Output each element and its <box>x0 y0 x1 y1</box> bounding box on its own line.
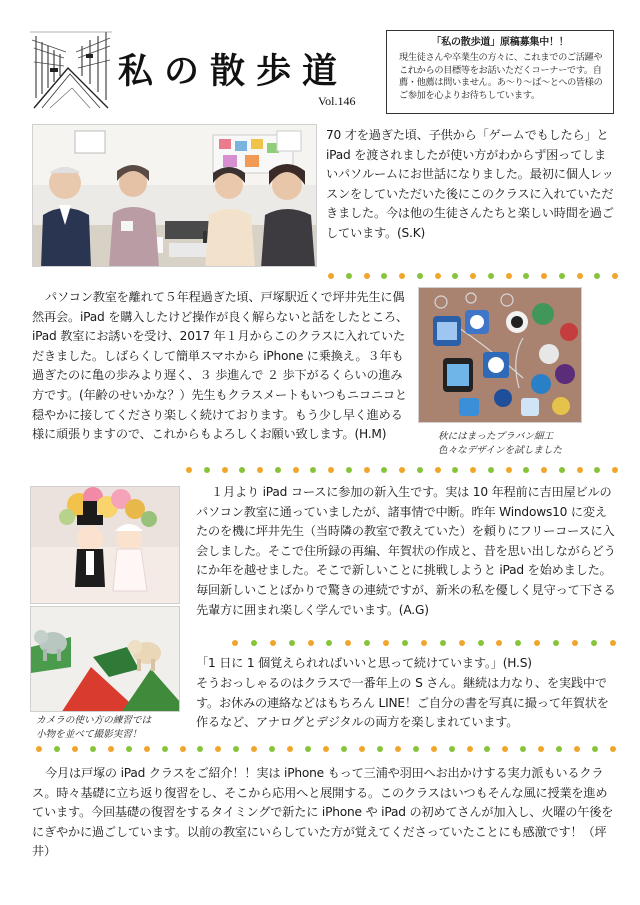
closing-article: 今月は戸塚の iPad クラスをご紹介！！実は iPhone もって三浦や羽田へお出かけする実力派もいるクラス。時々基礎に立ち返り復習をし、そこから応用へと展開する。このクラスはいつもそんな風に授業を進めています。今回基礎の復習をするタイミングで新たに iPhone や iPad の初めてさんが加入し、火曜の午後をにぎやかに過ごしています。以前の教室にいらしていた方が覚えてくださっていたことにも感激です！（坪井） <box>32 766 614 859</box>
caption-keychains: 秋にはまったプラバン細工 色々なデザインを試しました <box>438 431 563 456</box>
divider-dots-2 <box>186 465 618 475</box>
divider-dots-3 <box>232 638 616 648</box>
divider-dots-1 <box>328 271 618 281</box>
article-hs-body: そうおっしゃるのはクラスで一番年上の S さん。継続は力なり、を実践中です。お休みの連絡などはもちろん LINE！ご自分の書を写真に撮って年賀状を作るなど、アナログとデジタルの両方を楽しまれています。 <box>196 676 609 730</box>
keychain-photo <box>418 287 582 423</box>
notice-body: 現生徒さんや卒業生の方々に、これまでのご活躍やこれからの目標等をお話いただくコーナーです。自薦・他薦は問いません。あ～り～ば～とへの皆様のご参加を心よりお待ちしています。 <box>399 52 603 101</box>
class-photo <box>32 124 317 267</box>
page-title: 私の散歩道 <box>118 51 349 92</box>
elephant-figures-photo <box>30 606 180 712</box>
notice-box <box>386 30 614 114</box>
masthead <box>30 28 370 112</box>
street-sketch-illustration <box>30 28 112 112</box>
article-sk: 70 才を過ぎた頃、子供から「ゲームでもしたら」と iPad を渡されましたが使い方がわからず困ってしまいパソルームにお世話になりました。最初に個人レッスンをしていただいた後にこのクラスに入れていただきました。今は他の生徒さんたちと楽しい時間を過ごしています。(S.K) <box>326 128 614 240</box>
article-ag: １月より iPad コースに参加の新入生です。実は 10 年程前に吉田屋ビルのパソコン教室に通っていましたが、諸事情で中断。昨年 Windows10 に変えたのを機に坪井先生（当時隣の教室で教えていた）を頼りにフリーコースに入会しました。そこで住所録の再編、年賀状の作成と、昔を思い出しながらどうにか年を越せました。そこで新しいことに挑戦しようと iPad を始めました。毎回新しいことばかりで驚きの連続ですが、新米の私を優しく見守って下さる先輩方に囲まれ楽しく学んでいます。(A.G) <box>196 485 616 617</box>
article-hm: パソコン教室を離れて５年程過ぎた頃、戸塚駅近くで坪井先生に偶然再会。iPad を購入したけど操作が良く解らないと話をしたところ、iPad 教室にお誘いを受け、2017 年１月からこのクラスに入れていただきました。しばらくして簡単スマホから iPhone に乗換え。３年も過ぎたのに亀の歩みより遅く、３ 歩進んで ２ 歩下がるくらいの進み方です。(年齢のせいかな？）先生もクラスメートもいつもニコニコと穏やかに接してくださり楽しく続けております。もう少し早く進める様に頑張りますので、これからもよろしくお願い致します。(H.M) <box>32 290 408 442</box>
caption-figures: カメラの使い方の練習では 小物を並べて撮影実習！ <box>36 715 152 740</box>
notice-title: 「私の散歩道」原稿募集中！！ <box>431 37 569 48</box>
divider-dots-4 <box>36 744 616 754</box>
bride-groom-figures-photo <box>30 486 180 604</box>
article-hs-quote: 「1 日に 1 個覚えられればいいと思って続けています。」(H.S) <box>196 656 532 670</box>
volume-number: Vol.146 <box>318 94 356 108</box>
